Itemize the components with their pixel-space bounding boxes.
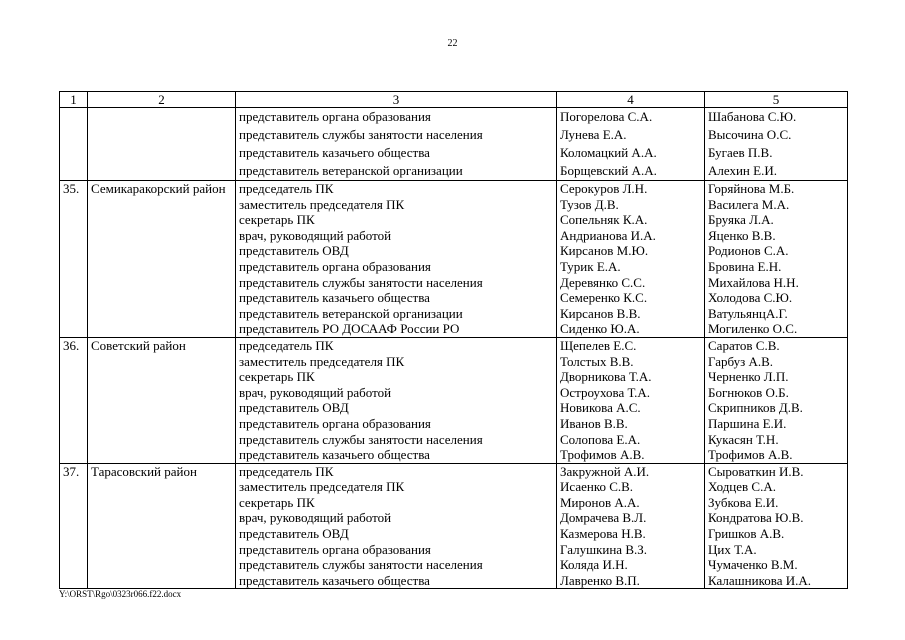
role-line: представитель казачьего общества — [239, 572, 430, 588]
member-name: Казмерова Н.В. — [560, 526, 646, 542]
members-cell — [557, 181, 705, 338]
role-line: представитель ОВД — [239, 243, 349, 259]
commission-table — [59, 91, 848, 589]
role-line: представитель ОВД — [239, 400, 349, 416]
member-name: Тузов Д.В. — [560, 196, 619, 212]
header-col-2: 2 — [88, 92, 236, 108]
reserve-name: Чумаченко В.М. — [708, 557, 798, 573]
reserves-cell — [705, 463, 848, 589]
role-line: председатель ПК — [239, 181, 334, 196]
member-name: Семеренко К.С. — [560, 290, 648, 306]
member-name: Новикова А.С. — [560, 400, 641, 416]
member-name: Сиденко Ю.А. — [560, 321, 640, 337]
table-row — [60, 337, 848, 463]
member-name: Кирсанов В.В. — [560, 305, 641, 321]
reserve-name: Цих Т.А. — [708, 541, 757, 557]
reserve-name: Горяйнова М.Б. — [708, 181, 795, 196]
roles-cell — [236, 463, 557, 589]
reserve-name: Гришков А.В. — [708, 526, 785, 542]
member-name: Кирсанов М.Ю. — [560, 243, 649, 259]
role-line: представитель службы занятости населения — [239, 431, 483, 447]
role-line: представитель казачьего общества — [239, 447, 430, 463]
member-name: Погорелова С.А. — [560, 109, 653, 124]
member-name: Остроухова Т.А. — [560, 384, 651, 400]
role-line: председатель ПК — [239, 337, 334, 353]
reserves-cell — [705, 108, 848, 181]
member-name: Борщевский А.А. — [560, 163, 657, 178]
header-col-4: 4 — [557, 92, 705, 108]
page-number: 22 — [447, 38, 458, 49]
role-line: представитель службы занятости населения — [239, 557, 483, 573]
role-line: представитель органа образования — [239, 109, 431, 124]
member-name: Толстых В.В. — [560, 353, 634, 369]
header-col-5: 5 — [705, 92, 848, 108]
district-name: Семикаракорский район — [88, 181, 236, 338]
reserve-name: Яценко В.В. — [708, 227, 776, 243]
header-col-1: 1 — [60, 92, 88, 108]
role-line: представитель органа образования — [239, 415, 431, 431]
reserve-name: Бровина Е.Н. — [708, 258, 782, 274]
member-name: Трофимов А.В. — [560, 447, 645, 463]
reserve-name: Сыроваткин И.В. — [708, 463, 804, 479]
member-name: Домрачева В.Л. — [560, 510, 647, 526]
member-name: Сопельняк К.А. — [560, 212, 648, 228]
role-line: представитель органа образования — [239, 258, 431, 274]
district-name — [88, 108, 236, 181]
role-line: заместитель председателя ПК — [239, 479, 405, 495]
role-line: представитель службы занятости населения — [239, 274, 483, 290]
table-row — [60, 108, 848, 181]
member-name: Деревянко С.С. — [560, 274, 646, 290]
reserves-cell — [705, 337, 848, 463]
role-line: секретарь ПК — [239, 494, 315, 510]
member-name: Закружной А.И. — [560, 463, 650, 479]
members-cell — [557, 337, 705, 463]
member-name: Коляда И.Н. — [560, 557, 628, 573]
district-name: Тарасовский район — [88, 463, 236, 589]
role-line: врач, руководящий работой — [239, 384, 392, 400]
member-name: Андрианова И.А. — [560, 227, 656, 243]
reserve-name: Трофимов А.В. — [708, 447, 793, 463]
member-name: Лунева Е.А. — [560, 127, 627, 142]
role-line: представитель службы занятости населения — [239, 127, 483, 142]
row-number: 37. — [60, 463, 88, 589]
reserve-name: Саратов С.В. — [708, 337, 780, 353]
role-line: заместитель председателя ПК — [239, 196, 405, 212]
member-name: Коломацкий А.А. — [560, 145, 657, 160]
reserve-name: Гарбуз А.В. — [708, 353, 774, 369]
row-number — [60, 108, 88, 181]
role-line: представитель ветеранской организации — [239, 163, 463, 178]
reserve-name: Холодова С.Ю. — [708, 290, 793, 306]
reserve-name: Бугаев П.В. — [708, 145, 773, 160]
reserve-name: Зубкова Е.И. — [708, 494, 779, 510]
table-row — [60, 463, 848, 589]
role-line: представитель РО ДОСААФ России РО — [239, 321, 460, 337]
header-col-3: 3 — [236, 92, 557, 108]
district-name: Советский район — [88, 337, 236, 463]
reserve-name: Шабанова С.Ю. — [708, 109, 797, 124]
reserves-cell — [705, 181, 848, 338]
member-name: Лавренко В.П. — [560, 572, 640, 588]
reserve-name: Высочина О.С. — [708, 127, 792, 142]
reserve-name: Могиленко О.С. — [708, 321, 798, 337]
members-cell — [557, 108, 705, 181]
reserve-name: Алехин Е.И. — [708, 163, 777, 178]
member-name: Турик Е.А. — [560, 258, 621, 274]
member-name: Серокуров Л.Н. — [560, 181, 648, 196]
roles-cell — [236, 337, 557, 463]
reserve-name: Богнюков О.Б. — [708, 384, 789, 400]
reserve-name: Кукасян Т.Н. — [708, 431, 779, 447]
reserve-name: Родионов С.А. — [708, 243, 789, 259]
member-name: Миронов А.А. — [560, 494, 640, 510]
role-line: представитель казачьего общества — [239, 145, 430, 160]
reserve-name: Михайлова Н.Н. — [708, 274, 799, 290]
reserve-name: ВатульянцА.Г. — [708, 305, 788, 321]
member-name: Иванов В.В. — [560, 415, 628, 431]
table-row — [60, 181, 848, 338]
role-line: секретарь ПК — [239, 212, 315, 228]
member-name: Галушкина В.З. — [560, 541, 648, 557]
reserve-name: Бруяка Л.А. — [708, 212, 774, 228]
member-name: Солопова Е.А. — [560, 431, 641, 447]
row-number: 35. — [60, 181, 88, 338]
reserve-name: Василега М.А. — [708, 196, 790, 212]
reserve-name: Черненко Л.П. — [708, 369, 789, 385]
header-row — [60, 92, 848, 108]
roles-cell — [236, 108, 557, 181]
member-name: Щепелев Е.С. — [560, 337, 637, 353]
reserve-name: Калашникова И.А. — [708, 572, 811, 588]
role-line: заместитель председателя ПК — [239, 353, 405, 369]
members-cell — [557, 463, 705, 589]
reserve-name: Скрипников Д.В. — [708, 400, 803, 416]
reserve-name: Кондратова Ю.В. — [708, 510, 804, 526]
row-number: 36. — [60, 337, 88, 463]
file-path-footer: Y:\ORST\Rgo\0323r066.f22.docx — [59, 589, 182, 599]
reserve-name: Паршина Е.И. — [708, 415, 787, 431]
role-line: представитель ОВД — [239, 526, 349, 542]
member-name: Дворникова Т.А. — [560, 369, 652, 385]
role-line: секретарь ПК — [239, 369, 315, 385]
roles-cell — [236, 181, 557, 338]
role-line: председатель ПК — [239, 463, 334, 479]
table-body — [60, 108, 848, 589]
role-line: представитель казачьего общества — [239, 290, 430, 306]
role-line: представитель ветеранской организации — [239, 305, 463, 321]
member-name: Исаенко С.В. — [560, 479, 634, 495]
role-line: представитель органа образования — [239, 541, 431, 557]
role-line: врач, руководящий работой — [239, 227, 392, 243]
reserve-name: Ходцев С.А. — [708, 479, 776, 495]
role-line: врач, руководящий работой — [239, 510, 392, 526]
